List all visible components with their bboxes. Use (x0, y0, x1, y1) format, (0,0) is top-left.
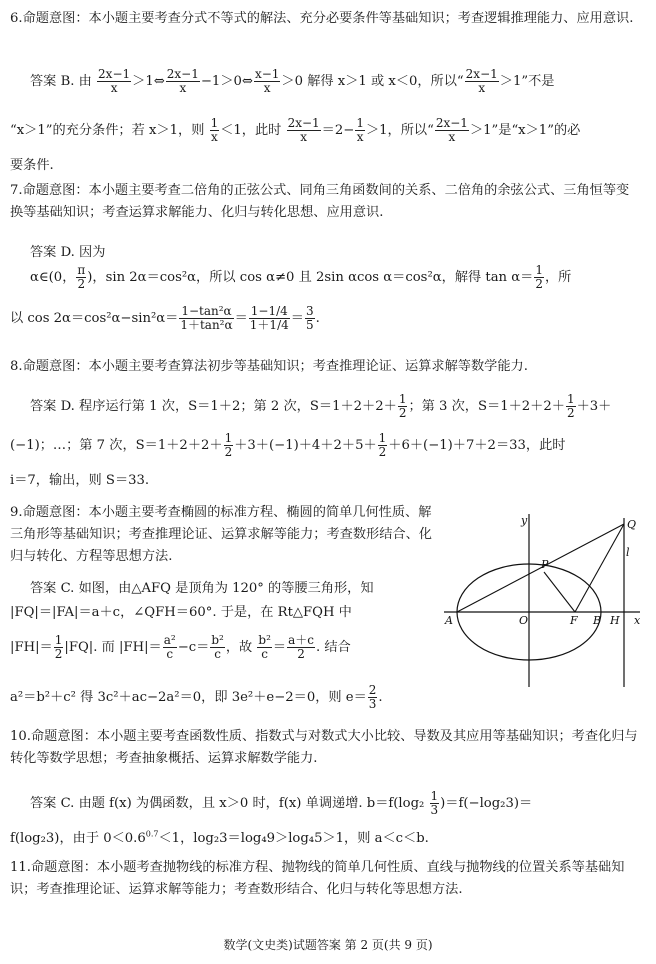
item-8-intent: 8.命题意图：本小题主要考查算法初步等基础知识；考查推理论证、运算求解等数学能力. (10, 359, 528, 374)
item-11-intent: 11.命题意图：本小题考查抛物线的标准方程、抛物线的简单几何性质、直线与抛物线的位置关系等基础知识；考查推理论证、运算求解等能力；考查数形结合、化归与转化等思想方法. (10, 860, 625, 897)
item-8-answer-line1: 答案 D. 程序运行第 1 次，S＝1＋2；第 2 次，S＝1＋2＋2＋ $\frac{1}{2}$ ；第 3 次，S＝1＋2＋2＋ $\frac{1}{2}$ ＋3＋ (30, 392, 612, 420)
item-7-answer-line2: 以 cos 2α＝cos²α−sin²α＝ $\frac{\text{1−tan²α}}{\text{1＋tan²α}}$ ＝ $\frac{1-1/4}{1+1/4}$ ＝ $\frac{3}{5}$ . (10, 304, 320, 332)
item-9-answer-line3: |FH|＝ $\frac{1}{2}$ |FQ|. 而 |FH|＝ $\frac{\text{a²}}{c}$ −c＝ $\frac{\text{b²}}{c}$ ，故 $\frac{\text{b²}}{c}$ ＝ $\frac{a+c}{2}$ . 结合 (10, 633, 351, 661)
label-Q: Q (627, 518, 637, 531)
item-9-answer-line4: a²＝b²＋c² 得 3c²＋ac−2a²＝0，即 3e²＋e−2＝0，则 e＝ $\frac{2}{3}$ . (10, 683, 383, 711)
ellipse-figure (444, 512, 644, 692)
item-6-answer-line1: 答案 B. 由 $\frac{2x-1}{x}$ ＞1⇔ $\frac{2x-1}{x}$ −1＞0⇔ $\frac{x-1}{x}$ ＞0 解得 x＞1 或 x＜0，所以“ $\frac{2x-1}{x}$ ＞1”不是 (30, 67, 555, 95)
item-9-answer-line2: |FQ|＝|FA|＝a＋c，∠QFH＝60°. 于是，在 Rt△FQH 中 (10, 605, 352, 620)
label-A: A (445, 614, 453, 627)
page-footer: 数学(文史类)试题答案 第 2 页(共 9 页) (223, 938, 433, 952)
item-10-answer-line2: f(log₂3)，由于 $0<0.6^{0.7}<1$，log₂3＝log₄9＞log₄5＞1，则 a＜c＜b. (10, 830, 429, 847)
item-6-answer-line3: 要条件. (10, 158, 54, 173)
segment-FP (544, 572, 575, 612)
item-8-answer-line3: i＝7，输出，则 S＝33. (10, 473, 150, 488)
item-8-answer-line2: (−1)；…；第 7 次，S＝1＋2＋2＋ $\frac{1}{2}$ ＋3＋(−1)＋4＋2＋5＋ $\frac{1}{2}$ ＋6＋(−1)＋7＋2＝33，此时 (10, 431, 566, 459)
item-6-answer-line2: “x＞1”的充分条件；若 x＞1，则 $\frac{1}{x}$ ＜1，此时 $\frac{2x-1}{x}$ ＝2− $\frac{1}{x}$ ＞1，所以“ $\frac{2x-1}{x}$ ＞1”是“x＞1”的必 (10, 116, 581, 144)
item-9-intent: 9.命题意图：本小题主要考查椭圆的标准方程、椭圆的简单几何性质、解三角形等基础知识；考查推理论证、运算求解等能力；考查数形结合、化归与转化、方程等思想方法. (10, 505, 432, 564)
item-6-intent: 6.命题意图：本小题主要考查分式不等式的解法、充分必要条件等基础知识；考查逻辑推理能力、应用意识. (10, 11, 634, 26)
label-x: x (634, 614, 641, 627)
label-O: O (519, 614, 529, 627)
label-B: B (593, 614, 602, 627)
label-H: H (610, 614, 620, 627)
label-y: y (521, 514, 528, 527)
label-P: P (541, 558, 549, 571)
item-10-answer-line1: 答案 C. 由题 f(x) 为偶函数，且 x＞0 时，f(x) 单调递增. b＝f(log₂ $\frac{1}{3}$ )＝f(−log₂3)＝ (30, 789, 533, 817)
item-9-answer-line1: 答案 C. 如图，由△AFQ 是顶角为 120° 的等腰三角形，知 (30, 581, 374, 596)
label-l: l (626, 546, 630, 559)
item-10-intent: 10.命题意图：本小题主要考查函数性质、指数式与对数式大小比较、导数及其应用等基础知识；考查化归与转化等数学思想；考查抽象概括、运算求解数学能力. (10, 729, 638, 766)
item-7-answer-line1: 答案 D. 因为 α∈(0， $\frac{\pi}{2}$ )，sin 2α＝cos²α，所以 cos α≠0 且 2sin αcos α＝cos²α，解得 tan α＝ $\frac{1}{2}$ ，所 (30, 245, 572, 291)
label-F: F (570, 614, 578, 627)
item-7-intent: 7.命题意图：本小题主要考查二倍角的正弦公式、同角三角函数间的关系、二倍角的余弦公式、三角恒等变换等基础知识；考查运算求解能力、化归与转化思想、应用意识. (10, 183, 630, 220)
